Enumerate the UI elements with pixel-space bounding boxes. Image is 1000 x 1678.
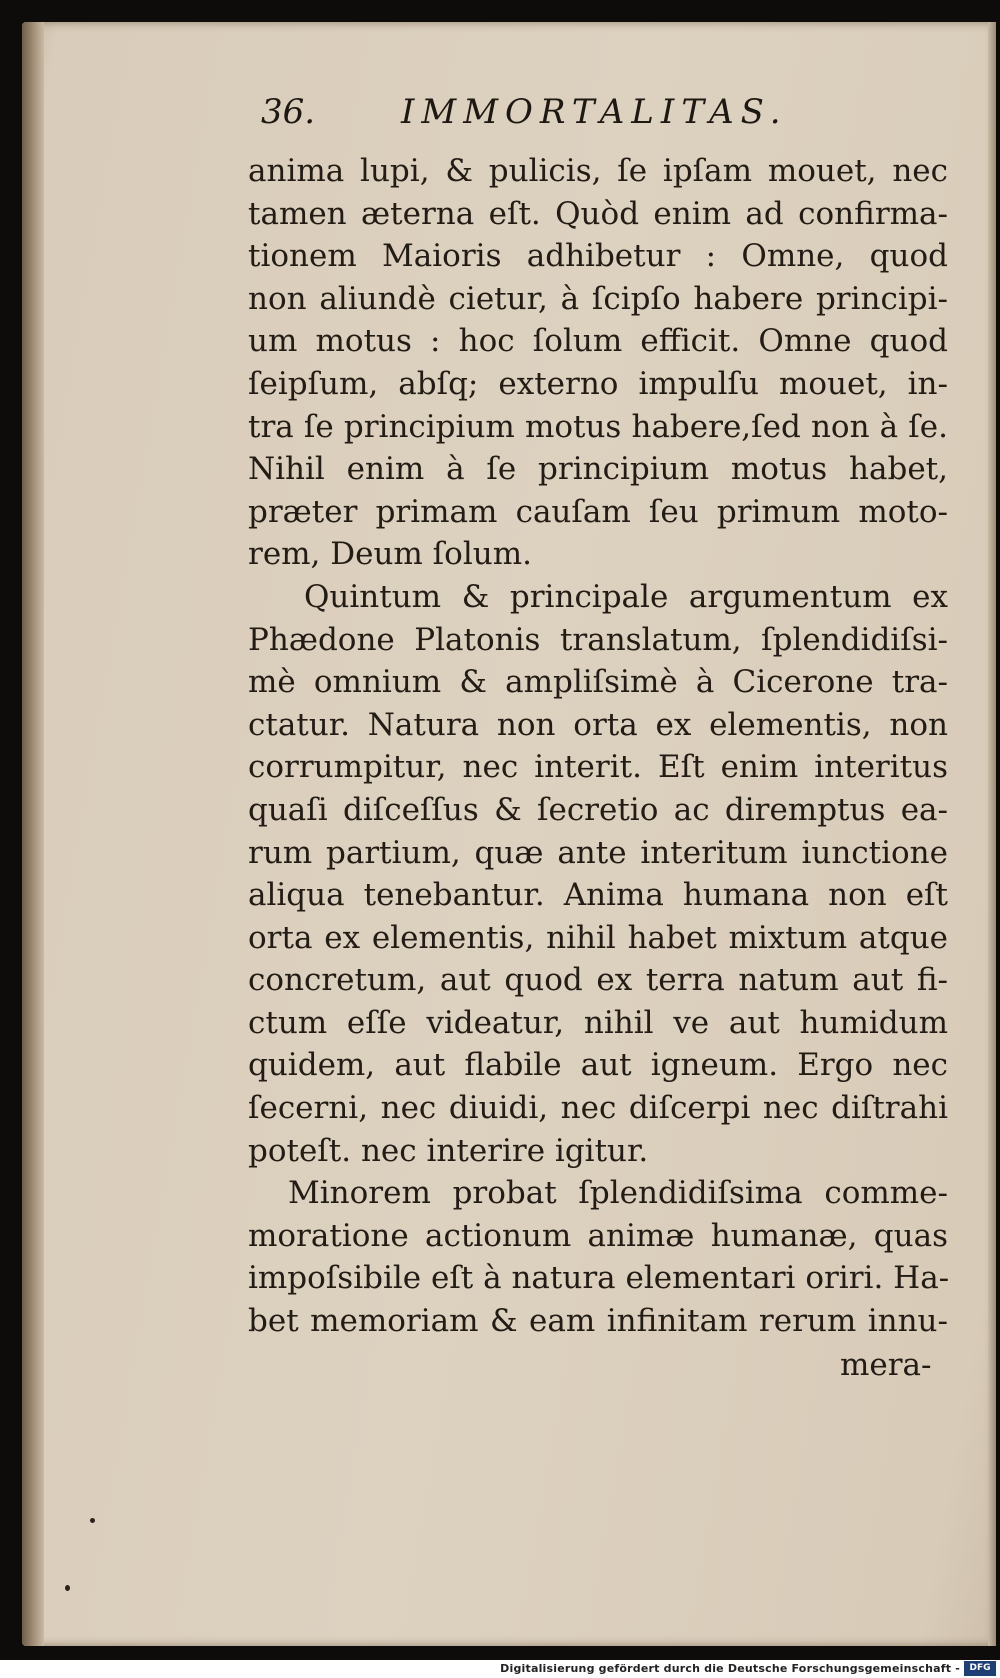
text-line: tamen æterna eſt. Quòd enim ad confirma- bbox=[248, 195, 948, 232]
text-line: concretum, aut quod ex terra natum aut fi- bbox=[248, 962, 948, 999]
paragraph-start-line: Quintum & principale argumentum ex bbox=[304, 578, 948, 615]
page-right-edge bbox=[988, 22, 996, 1646]
text-line: ſeipſum, abſq; externo impulſu mouet, in- bbox=[248, 365, 948, 402]
ink-speck bbox=[65, 1585, 70, 1591]
text-line: rem, Deum ſolum. bbox=[248, 536, 532, 573]
text-line: corrumpitur, nec interit. Eſt enim interitus bbox=[248, 749, 948, 786]
page-number: 36. bbox=[261, 92, 316, 132]
text-line: Phædone Platonis translatum, ſplendidiſsi- bbox=[248, 621, 948, 658]
text-line: non aliundè cietur, à ſcipſo habere principi- bbox=[248, 280, 948, 317]
ink-speck bbox=[90, 1518, 95, 1523]
paragraph-start-line: Minorem probat ſplendidiſsima comme- bbox=[288, 1175, 948, 1212]
text-line: um motus : hoc ſolum efficit. Omne quod bbox=[248, 323, 948, 360]
text-line: bet memoriam & eam infinitam rerum innu- bbox=[248, 1303, 948, 1340]
text-line: impoſsibile eſt à natura elementari oriri. Ha- bbox=[248, 1260, 950, 1297]
digitization-footer bbox=[0, 1660, 1000, 1678]
text-line: præter primam cauſam ſeu primum moto- bbox=[248, 493, 948, 530]
text-line: rum partium, quæ ante interitum iunctione bbox=[248, 834, 948, 871]
dfg-logo: DFG bbox=[964, 1661, 996, 1676]
page-header bbox=[261, 92, 788, 142]
body-text bbox=[248, 150, 948, 1343]
text-line: poteſt. nec interire igitur. bbox=[248, 1132, 649, 1169]
text-line: moratione actionum animæ humanæ, quas bbox=[248, 1217, 948, 1254]
text-line: mè omnium & ampliſsimè à Cicerone tra- bbox=[248, 664, 948, 701]
text-line: orta ex elementis, nihil habet mixtum atque bbox=[248, 919, 948, 956]
text-line: ſecerni, nec diuidi, nec diſcerpi nec diſtrahi bbox=[248, 1090, 948, 1127]
text-line: tra ſe principium motus habere,ſed non à ſe. bbox=[248, 408, 948, 445]
running-head: IMMORTALITAS. bbox=[401, 92, 788, 132]
catchword: mera- bbox=[840, 1347, 932, 1383]
text-line: ctatur. Natura non orta ex elementis, non bbox=[248, 706, 948, 743]
text-line: tionem Maioris adhibetur : Omne, quod bbox=[248, 238, 948, 275]
text-line: ctum eſſe videatur, nihil ve aut humidum bbox=[248, 1004, 948, 1041]
text-line: aliqua tenebantur. Anima humana non eſt bbox=[248, 877, 948, 914]
text-line: quaſi diſceſſus & ſecretio ac diremptus ea- bbox=[248, 791, 948, 828]
text-line: quidem, aut flabile aut igneum. Ergo nec bbox=[248, 1047, 948, 1084]
page-gutter-shadow bbox=[22, 22, 44, 1646]
text-line: Nihil enim à ſe principium motus habet, bbox=[248, 451, 948, 488]
text-line: anima lupi, & pulicis, ſe ipſam mouet, nec bbox=[248, 153, 948, 189]
digitization-credit: Digitalisierung gefördert durch die Deutsche Forschungsgemeinschaft - bbox=[500, 1662, 960, 1675]
